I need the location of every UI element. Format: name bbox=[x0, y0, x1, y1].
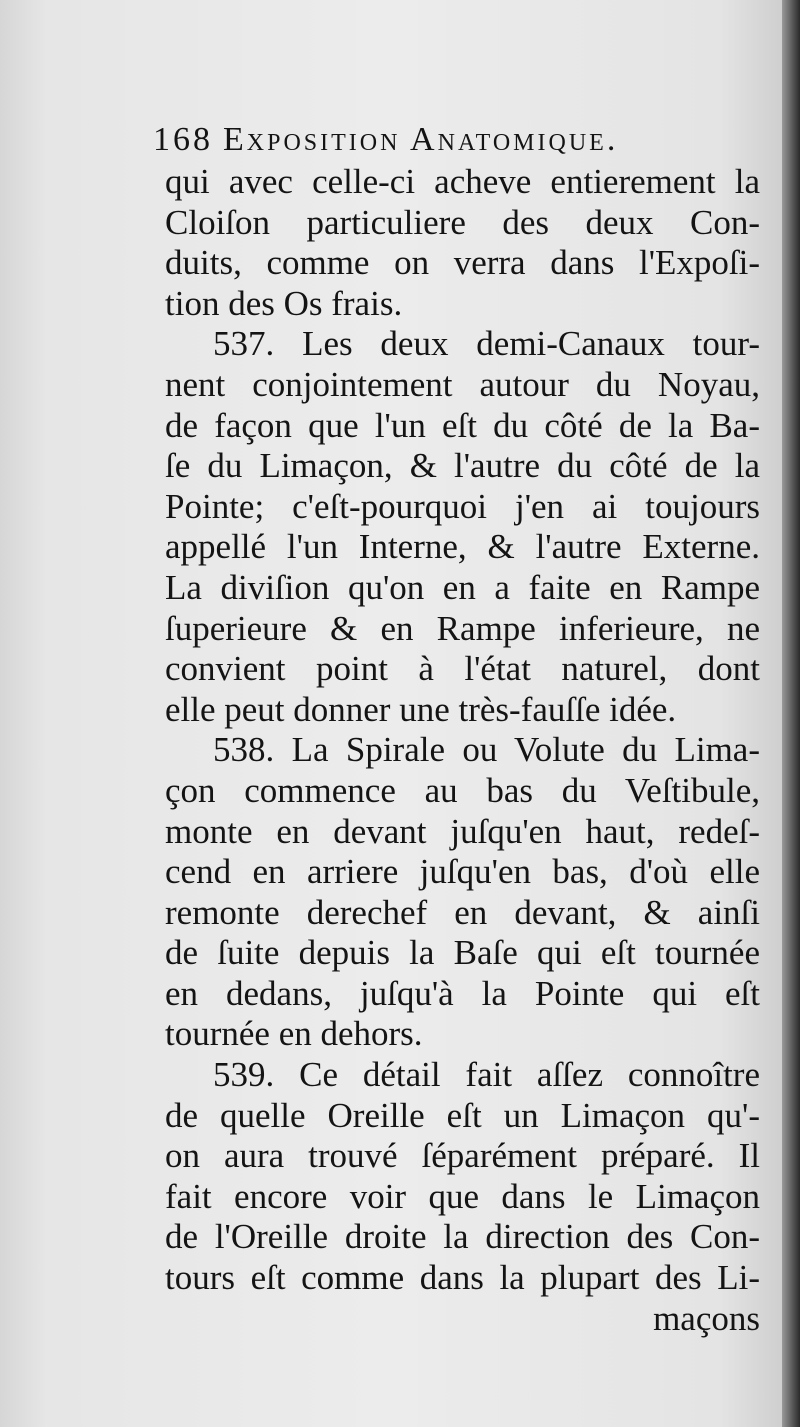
text-line: tion des Os frais. bbox=[165, 283, 403, 323]
running-title: Exposition Anatomique. bbox=[223, 121, 619, 158]
text-line: de quelle Oreille eſt un Limaçon qu'- bbox=[165, 1095, 760, 1135]
paragraph-537-start: 537. Les deux demi-Canaux tour- bbox=[213, 324, 760, 364]
text-line: elle peut donner une très-fauſſe idée. bbox=[165, 689, 677, 729]
running-header bbox=[153, 118, 760, 162]
text-line: cend en arriere juſqu'en bas, d'où elle bbox=[165, 852, 760, 892]
text-line: convient point à l'état naturel, dont bbox=[165, 649, 760, 689]
book-edge-shadow bbox=[782, 0, 800, 1427]
text-line: fait encore voir que dans le Limaçon bbox=[165, 1176, 760, 1216]
text-line: qui avec celle-ci acheve entierement la bbox=[165, 162, 760, 201]
text-line: duits, comme on verra dans l'Expoſi- bbox=[165, 243, 760, 283]
text-line: çon commence au bas du Veſtibule, bbox=[165, 770, 760, 810]
text-line: Cloiſon particuliere des deux Con- bbox=[165, 202, 760, 242]
text-line: ſe du Limaçon, & l'autre du côté de la bbox=[165, 446, 760, 486]
text-line: monte en devant juſqu'en haut, redeſ- bbox=[165, 811, 760, 851]
catchword: maçons bbox=[653, 1298, 760, 1338]
paragraph-538-start: 538. La Spirale ou Volute du Lima- bbox=[213, 730, 760, 770]
text-line: nent conjointement autour du Noyau, bbox=[165, 364, 760, 404]
text-line: en dedans, juſqu'à la Pointe qui eſt bbox=[165, 973, 760, 1013]
text-line: remonte derechef en devant, & ainſi bbox=[165, 892, 760, 932]
page-number: 168 bbox=[153, 121, 213, 158]
text-line: Pointe; c'eſt-pourquoi j'en ai toujours bbox=[165, 486, 760, 526]
text-line: de l'Oreille droite la direction des Con- bbox=[165, 1217, 760, 1257]
text-block bbox=[153, 118, 760, 1339]
text-line: de façon que l'un eſt du côté de la Ba- bbox=[165, 405, 760, 445]
paragraph-539-start: 539. Ce détail fait aſſez connoître bbox=[213, 1055, 760, 1095]
text-line: de ſuite depuis la Baſe qui eſt tournée bbox=[165, 933, 760, 973]
text-line: tours eſt comme dans la plupart des Li- bbox=[165, 1258, 760, 1298]
text-line: on aura trouvé ſéparément préparé. Il bbox=[165, 1136, 760, 1176]
text-line: appellé l'un Interne, & l'autre Externe. bbox=[165, 527, 760, 567]
text-line: ſuperieure & en Rampe inferieure, ne bbox=[165, 608, 760, 648]
text-line: La diviſion qu'on en a faite en Rampe bbox=[165, 567, 760, 607]
text-line: tournée en dehors. bbox=[165, 1014, 423, 1054]
